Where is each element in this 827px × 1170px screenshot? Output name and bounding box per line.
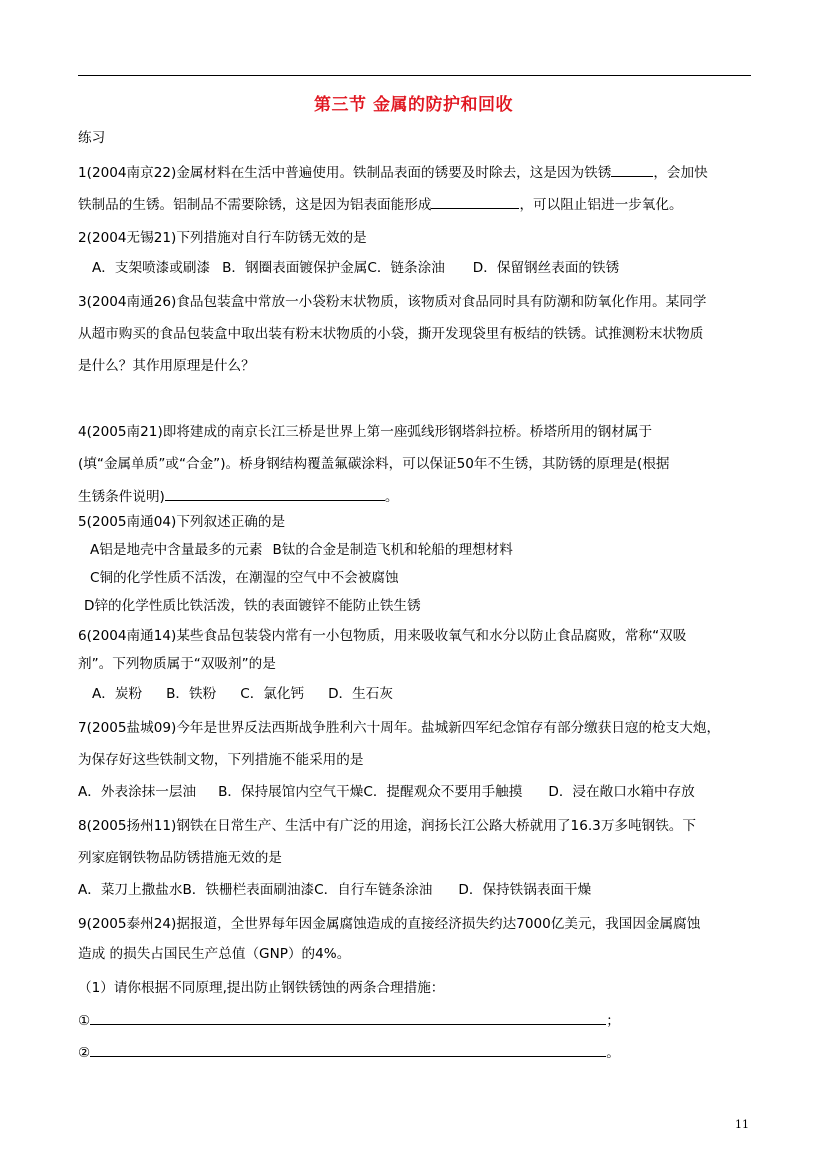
q4-text-b: 。 <box>384 489 399 505</box>
q9-answer-1 <box>78 1010 620 1031</box>
q9-line1: 9(2005泰州24)据报道，全世界每年因金属腐蚀造成的直接经济损失约达7000亿美元，我国因金属腐蚀 <box>78 916 701 932</box>
q9-answer-2-end: 。 <box>606 1045 620 1061</box>
q4-line1: 4(2005南21)即将建成的南京长江三桥是世界上第一座弧线形钢塔斜拉桥。桥塔所用的钢材属于 <box>78 424 653 440</box>
q3-line3: 是什么？其作用原理是什么？ <box>78 358 255 374</box>
q3-line1: 3(2004南通26)食品包装盒中常放一小袋粉末状物质，该物质对食品同时具有防潮和防氧化作用。某同学 <box>78 294 707 310</box>
q4-line2: (填“金属单质”或“合金”)。桥身钢结构覆盖氟碳涂料，可以保证50年不生锈，其防锈的原理是(根据 <box>78 456 670 472</box>
q5-option-b[interactable]: B钛的合金是制造飞机和轮船的理想材料 <box>272 542 513 558</box>
q5-option-a[interactable]: A铝是地壳中含量最多的元素 <box>90 542 263 558</box>
q1-text-b: ，会加快 <box>653 165 708 181</box>
q1-blank-1[interactable] <box>611 162 653 177</box>
section-label: 练习 <box>78 130 106 146</box>
q6-option-b[interactable]: B．铁粉 <box>166 686 217 702</box>
q2-option-a[interactable]: A．支架喷漆或刷漆 <box>92 260 211 276</box>
q9-answer-1-end: ； <box>606 1013 620 1029</box>
q9-answer-1-label: ① <box>78 1013 91 1029</box>
q4-line3 <box>78 486 398 507</box>
q3-line2: 从超市购买的食品包装盒中取出装有粉末状物质的小袋，撕开发现袋里有板结的铁锈。试推测粉末状物质 <box>78 326 704 342</box>
q7-line1: 7(2005盐城09)今年是世界反法西斯战争胜利六十周年。盐城新四军纪念馆存有部分缴获日寇的枪支大炮， <box>78 720 721 736</box>
q1-line1 <box>78 162 708 183</box>
q6-option-c[interactable]: C．氯化钙 <box>240 686 305 702</box>
q7-option-d[interactable]: D．浸在敞口水箱中存放 <box>548 784 695 800</box>
q2-option-b[interactable]: B．钢圈表面镀保护金属 <box>222 260 368 276</box>
q1-line2 <box>78 194 683 215</box>
q1-blank-2[interactable] <box>431 194 519 209</box>
q8-option-c[interactable]: C．自行车链条涂油 <box>314 882 433 898</box>
q2-options <box>92 258 619 278</box>
q2-stem: 2(2004无锡21)下列措施对自行车防锈无效的是 <box>78 230 367 246</box>
q5-option-d[interactable]: D锌的化学性质比铁活泼，铁的表面镀锌不能防止铁生锈 <box>84 598 421 614</box>
q7-line2: 为保存好这些铁制文物，下列措施不能采用的是 <box>78 752 364 768</box>
header-rule <box>78 75 751 76</box>
q4-text-a: 生锈条件说明) <box>78 489 165 505</box>
q5-options-ab <box>90 540 513 560</box>
page-number: 11 <box>735 1118 749 1131</box>
q1-text-c: 铁制品的生锈。铝制品不需要除锈，这是因为铝表面能形成 <box>78 197 432 213</box>
q1-text-a: 1(2004南京22)金属材料在生活中普遍使用。铁制品表面的锈要及时除去，这是因为铁锈 <box>78 165 612 181</box>
q7-option-a[interactable]: A．外表涂抹一层油 <box>78 784 197 800</box>
q9-answer-2-blank[interactable] <box>90 1042 606 1057</box>
q9-answer-2 <box>78 1042 620 1063</box>
q8-line1: 8(2005扬州11)钢铁在日常生产、生活中有广泛的用途，润扬长江公路大桥就用了16.3万多吨钢铁。下 <box>78 818 696 834</box>
q6-option-a[interactable]: A．炭粉 <box>92 686 143 702</box>
q1-text-d: ，可以阻止铝进一步氧化。 <box>519 197 683 213</box>
q8-option-b[interactable]: B．铁栅栏表面刷油漆 <box>182 882 315 898</box>
q8-option-a[interactable]: A．菜刀上撒盐水 <box>78 882 183 898</box>
q9-answer-1-blank[interactable] <box>90 1010 606 1025</box>
q9-answer-2-label: ② <box>78 1045 91 1061</box>
q8-option-d[interactable]: D．保持铁锅表面干燥 <box>458 882 592 898</box>
q6-line2: 剂”。下列物质属于“双吸剂”的是 <box>78 656 276 672</box>
q2-option-d[interactable]: D．保留钢丝表面的铁锈 <box>472 260 620 276</box>
q5-option-c[interactable]: C铜的化学性质不活泼，在潮湿的空气中不会被腐蚀 <box>90 570 399 586</box>
q8-options <box>78 880 591 900</box>
q6-option-d[interactable]: D．生石灰 <box>328 686 393 702</box>
q2-option-c[interactable]: C．链条涂油 <box>367 260 445 276</box>
q5-stem: 5(2005南通04)下列叙述正确的是 <box>78 514 286 530</box>
q9-subquestion-1: （1）请你根据不同原理,提出防止钢铁锈蚀的两条合理措施： <box>78 980 445 996</box>
q4-blank[interactable] <box>165 486 385 501</box>
page-title: 第三节 金属的防护和回收 <box>314 95 513 115</box>
q9-line2: 造成 的损失占国民生产总值（GNP）的4%。 <box>78 946 351 962</box>
q7-option-b[interactable]: B．保持展馆内空气干燥 <box>218 784 364 800</box>
q6-options <box>92 684 393 704</box>
q6-line1: 6(2004南通14)某些食品包装袋内常有一小包物质，用来吸收氧气和水分以防止食品腐败，常称“双吸 <box>78 628 687 644</box>
q7-options <box>78 782 695 802</box>
q8-line2: 列家庭钢铁物品防锈措施无效的是 <box>78 850 282 866</box>
q7-option-c[interactable]: C．提醒观众不要用手触摸 <box>363 784 523 800</box>
